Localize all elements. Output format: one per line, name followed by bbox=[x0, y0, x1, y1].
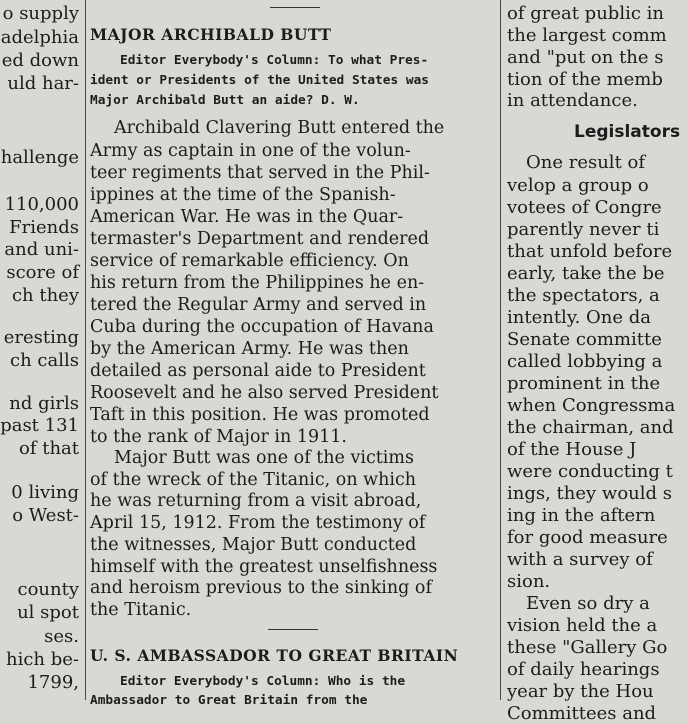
body-line: detailed as personal aide to President bbox=[90, 361, 426, 381]
right-line: the spectators, a bbox=[507, 285, 660, 306]
column-rule-left bbox=[85, 0, 86, 700]
left-line: ul spot bbox=[17, 602, 79, 623]
right-line: of daily hearings bbox=[507, 659, 660, 680]
body-line: April 15, 1912. From the testimony of bbox=[90, 513, 426, 533]
left-line: Friends bbox=[9, 217, 79, 238]
body-line: Archibald Clavering Butt entered the bbox=[114, 118, 445, 138]
right-line: when Congressma bbox=[507, 395, 676, 416]
body-line: the witnesses, Major Butt conducted bbox=[90, 535, 417, 555]
left-column-fragment bbox=[0, 0, 82, 700]
left-line: hallenge bbox=[0, 147, 79, 168]
left-line: and uni- bbox=[4, 239, 79, 260]
right-column-fragment bbox=[504, 0, 688, 724]
body-line: Major Butt was one of the victims bbox=[114, 448, 414, 468]
left-line: ses. bbox=[44, 626, 79, 647]
article-separator bbox=[268, 629, 318, 630]
body-line: American War. He was in the Quar- bbox=[90, 207, 404, 227]
right-line: called lobbying a bbox=[507, 351, 663, 372]
left-line: past 131 bbox=[0, 415, 79, 436]
body-line: termaster's Department and rendered bbox=[90, 229, 430, 249]
left-line: county bbox=[17, 579, 79, 600]
right-line: early, take the be bbox=[507, 263, 665, 284]
left-line: ch they bbox=[11, 285, 79, 306]
article-heading: MAJOR ARCHIBALD BUTT bbox=[90, 25, 332, 44]
body-line: his return from the Philippines he en- bbox=[90, 273, 425, 293]
right-line: parently never ti bbox=[507, 219, 660, 240]
article-separator bbox=[270, 7, 320, 8]
left-line: of that bbox=[18, 438, 79, 459]
body-line: tered the Regular Army and served in bbox=[90, 295, 427, 315]
left-line: ed down bbox=[1, 50, 79, 71]
right-line: were conducting t bbox=[507, 461, 673, 482]
left-line: o West- bbox=[12, 505, 79, 526]
column-rule-right bbox=[500, 0, 501, 700]
left-line: uld har- bbox=[7, 73, 79, 94]
right-line: Even so dry a bbox=[526, 593, 650, 614]
right-line: these "Gallery Go bbox=[507, 637, 668, 658]
body-line: Cuba during the occupation of Havana bbox=[90, 317, 434, 337]
right-line: of the House J bbox=[507, 439, 637, 460]
left-line: hich be- bbox=[5, 649, 79, 670]
left-line: eresting bbox=[3, 327, 79, 348]
right-line: of great public in bbox=[507, 3, 664, 24]
right-line: vision held the a bbox=[507, 615, 658, 636]
right-line: in attendance. bbox=[507, 90, 638, 111]
right-line: Senate committe bbox=[507, 329, 662, 350]
right-line: ings, they would s bbox=[507, 483, 672, 504]
right-line: the chairman, and bbox=[507, 417, 674, 438]
question-line: Editor Everybody's Column: Who is the bbox=[120, 674, 406, 689]
left-line: 0 living bbox=[11, 482, 79, 503]
body-line: himself with the greatest unselfishness bbox=[90, 557, 438, 577]
right-line: sion. bbox=[507, 571, 551, 592]
body-line: he was returning from a visit abroad, bbox=[90, 491, 422, 511]
left-line: score of bbox=[6, 262, 79, 283]
right-line: intently. One da bbox=[507, 307, 652, 328]
subheading: Legislators bbox=[574, 122, 681, 142]
body-line: the Titanic. bbox=[90, 600, 192, 620]
middle-column bbox=[90, 0, 498, 708]
question-line: ident or Presidents of the United States was bbox=[90, 73, 429, 88]
left-line: 110,000 bbox=[4, 194, 79, 215]
left-line: 1799, bbox=[27, 672, 79, 693]
question-line: Editor Everybody's Column: To what Pres- bbox=[120, 53, 429, 68]
right-line: votees of Congre bbox=[507, 197, 662, 218]
question-line: Ambassador to Great Britain from the bbox=[90, 693, 368, 708]
left-line: o supply bbox=[2, 3, 79, 24]
right-line: ing in the aftern bbox=[507, 505, 656, 526]
left-line: adelphia bbox=[0, 27, 79, 48]
right-line: velop a group o bbox=[507, 175, 649, 196]
right-line: the largest comm bbox=[507, 25, 667, 46]
body-line: of the wreck of the Titanic, on which bbox=[90, 470, 417, 490]
right-line: Committees and bbox=[507, 703, 657, 724]
right-line: and "put on the s bbox=[507, 47, 664, 68]
body-line: by the American Army. He was then bbox=[90, 339, 409, 359]
body-line: Army as captain in one of the volun- bbox=[90, 141, 411, 161]
body-line: ippines at the time of the Spanish- bbox=[90, 185, 396, 205]
body-line: and heroism previous to the sinking of bbox=[90, 578, 432, 598]
article-heading: U. S. AMBASSADOR TO GREAT BRITAIN bbox=[90, 646, 459, 665]
right-line: tion of the memb bbox=[507, 69, 663, 90]
left-line: nd girls bbox=[9, 393, 79, 414]
right-line: for good measure bbox=[507, 527, 668, 548]
question-line: Major Archibald Butt an aide? D. W. bbox=[90, 93, 360, 108]
right-line: that unfold before bbox=[507, 241, 673, 262]
left-line: ch calls bbox=[10, 350, 79, 371]
body-line: Taft in this position. He was promoted bbox=[90, 405, 430, 425]
body-line: teer regiments that served in the Phil- bbox=[90, 163, 430, 183]
body-line: service of remarkable efficiency. On bbox=[90, 251, 409, 271]
body-line: Roosevelt and he also served President bbox=[90, 383, 439, 403]
right-line: with a survey of bbox=[507, 549, 653, 570]
body-line: to the rank of Major in 1911. bbox=[90, 427, 347, 447]
right-line: prominent in the bbox=[507, 373, 661, 394]
right-line: year by the Hou bbox=[507, 681, 654, 702]
right-line: One result of bbox=[526, 152, 646, 173]
